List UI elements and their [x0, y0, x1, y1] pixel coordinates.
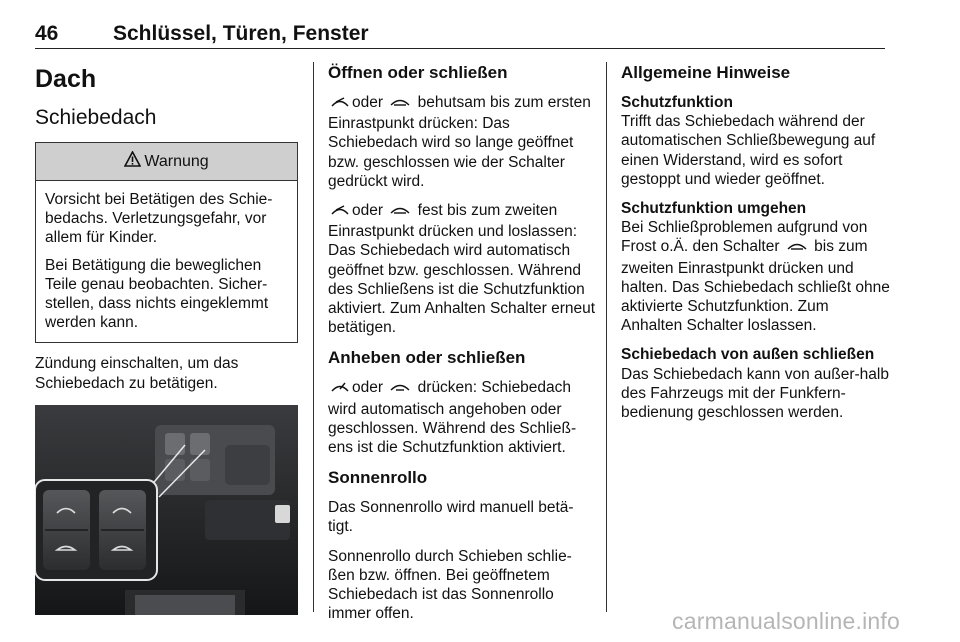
- warning-text-2: Bei Betätigung die beweglichen Teile genau beobachten. Sicher-stellen, dass nichts eingeklemmt werden kann.: [45, 256, 269, 332]
- section-heading-dach: Dach: [35, 65, 97, 93]
- sunroof-slide-icon: [389, 95, 411, 114]
- paragraph-bypass-text-a: Bei Schließproblemen aufgrund von Frost o.Ä. den Schalter: [621, 219, 868, 256]
- column-2: [328, 62, 598, 633]
- heading-lift-close: Anheben oder schließen: [328, 348, 526, 368]
- or-word: oder: [352, 94, 384, 111]
- warning-box: [35, 142, 298, 343]
- paragraph-close-outside: Das Schiebedach kann von außer-halb des Fahrzeugs mit der Funkfern-bedienung geschlossen werden.: [621, 365, 889, 422]
- warning-header: [36, 143, 297, 181]
- warning-title: Warnung: [144, 152, 209, 170]
- paragraph-first-stop: [328, 93, 598, 191]
- paragraph-bypass: [621, 218, 891, 335]
- or-word: oder: [352, 379, 384, 397]
- paragraph-protection: Trifft das Schiebedach während der automatischen Schließbewegung auf einen Widerstand, wird es sofort gestoppt und wieder geöffnet.: [621, 113, 876, 188]
- subheading-bypass-protection: Schutzfunktion umgehen: [621, 200, 807, 218]
- ignition-instruction: Zündung einschalten, um das Schiebedach zu betätigen.: [35, 355, 239, 392]
- page-header-title: Schlüssel, Türen, Fenster: [113, 22, 369, 45]
- sunroof-slide-icon: [786, 239, 808, 258]
- paragraph-bypass-text-b: bis zum zweiten Einrastpunkt drücken und halten. Das Schiebedach schließt ohne aktivierte Schutzfunktion. Zum Anhalten Schalter loslassen.: [621, 238, 890, 335]
- sunroof-switch-photo: [35, 405, 298, 615]
- warning-body: [36, 181, 297, 342]
- column-3: [621, 62, 891, 432]
- paragraph-lift-text: drücken: Schiebedach wird automatisch angehoben oder geschlossen. Während des Schließ-ens ist die Schutzfunktion aktiviert.: [328, 379, 577, 457]
- paragraph-blind-manual: Das Sonnenrollo wird manuell betä-tigt.: [328, 499, 574, 536]
- heading-general-notes: Allgemeine Hinweise: [621, 63, 791, 82]
- sunroof-lift-icon: [330, 380, 350, 399]
- sunroof-tilt-icon: [330, 95, 350, 114]
- sunroof-tilt-icon: [330, 203, 350, 222]
- watermark: carmanualsonline.info: [672, 608, 900, 634]
- warning-triangle-icon: [124, 151, 141, 172]
- heading-sun-blind: Sonnenrollo: [328, 468, 428, 488]
- column-divider-1: [313, 62, 314, 612]
- warning-text-1: Vorsicht bei Betätigen des Schie-bedachs. Verletzungsgefahr, vor allem für Kinder.: [45, 191, 273, 247]
- sunroof-slide-icon: [389, 203, 411, 222]
- sunroof-close-icon: [389, 380, 411, 399]
- column-1: [35, 64, 300, 615]
- column-divider-2: [606, 62, 607, 612]
- or-word: oder: [352, 202, 384, 220]
- paragraph-blind-slide: Sonnenrollo durch Schieben schlie-ßen bzw. öffnen. Bei geöffnetem Schiebedach ist das Sonnenrollo immer offen.: [328, 547, 572, 623]
- heading-open-close: Öffnen oder schließen: [328, 63, 508, 82]
- paragraph-first-stop-text: behutsam bis zum ersten Einrastpunkt drücken: Das Schiebedach wird so lange geöffnet bzw. geschlossen wie der Schalter gedrückt wird.: [328, 94, 591, 190]
- page-number: 46: [35, 22, 59, 45]
- paragraph-second-stop: [328, 201, 598, 337]
- subsection-heading-schiebedach: Schiebedach: [35, 106, 157, 129]
- subheading-close-outside: Schiebedach von außen schließen: [621, 346, 875, 364]
- paragraph-lift: [328, 378, 598, 457]
- header-rule: [35, 48, 885, 49]
- subheading-protection: Schutzfunktion: [621, 94, 733, 111]
- paragraph-second-stop-text: fest bis zum zweiten Einrastpunkt drücken und loslassen: Das Schiebedach wird automatisch geöffnet bzw. geschlossen. Während des Schließens ist die Schutzfunktion aktiviert. Zum Anhalten Schalter erneut betätigen.: [328, 202, 596, 337]
